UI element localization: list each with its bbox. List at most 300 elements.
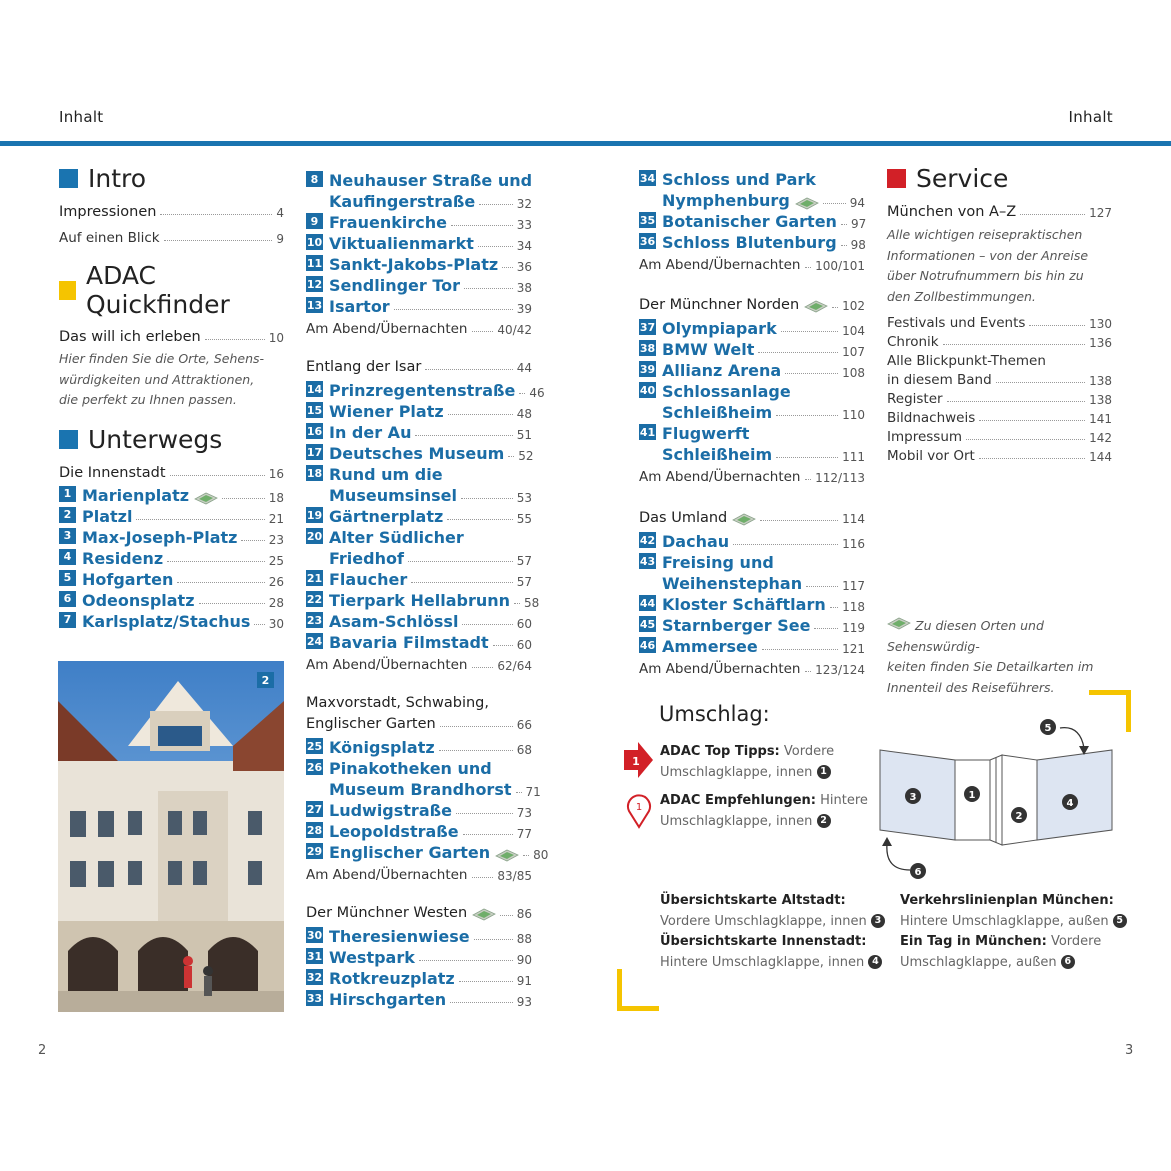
umschlag-title: Umschlag: <box>659 702 770 726</box>
sight-line <box>329 988 532 1009</box>
sight-name: Friedhof <box>329 549 404 568</box>
entry-page: 86 <box>516 907 532 921</box>
column-2 <box>306 169 549 1009</box>
sight-number-badge: 5 <box>59 570 76 586</box>
sight-entry[interactable] <box>306 568 532 589</box>
map-leaf-icon <box>495 849 519 862</box>
sight-entry[interactable] <box>306 820 532 841</box>
leader-dots <box>805 267 812 268</box>
sight-entry[interactable] <box>306 295 532 316</box>
sight-name: Theresienwiese <box>329 927 470 946</box>
sight-number-badge: 3 <box>59 528 76 544</box>
leader-dots <box>411 582 513 583</box>
sight-number-badge: 2 <box>59 507 76 523</box>
leader-dots <box>160 214 272 215</box>
leader-dots <box>785 373 838 374</box>
sight-entry[interactable] <box>639 635 865 656</box>
desc-line: Informationen – von der Anreise <box>887 247 1089 263</box>
sight-line <box>662 614 865 635</box>
sight-line <box>662 317 865 338</box>
sight-text <box>662 231 866 252</box>
toc-entry[interactable] <box>306 354 532 375</box>
leader-dots <box>733 544 838 545</box>
sight-name: Westpark <box>329 948 415 967</box>
toc-entry[interactable] <box>887 407 1112 426</box>
svg-text:1: 1 <box>632 755 640 768</box>
toc-entry[interactable] <box>887 369 1112 388</box>
page-number-right: 3 <box>1125 1043 1134 1058</box>
sight-entry[interactable] <box>306 946 532 967</box>
sight-line <box>329 253 532 274</box>
entry-label: Auf einen Blick <box>59 230 160 246</box>
toc-entry[interactable] <box>59 324 284 345</box>
sight-number-badge: 11 <box>306 256 323 270</box>
sight-entry[interactable] <box>639 338 865 359</box>
sight-text <box>662 380 865 422</box>
sight-line <box>329 757 541 778</box>
leader-dots <box>459 981 513 982</box>
sight-name: Gärtnerplatz <box>329 507 444 526</box>
entry-label: Am Abend/Übernachten <box>306 867 468 883</box>
sight-line <box>329 421 532 442</box>
sight-text <box>82 568 284 589</box>
sight-name: Schleißheim <box>662 403 773 422</box>
entry-page: 66 <box>516 718 532 732</box>
toc-entry[interactable] <box>887 388 1112 407</box>
sight-name: Max-Joseph-Platz <box>82 527 238 547</box>
sight-line <box>329 799 532 820</box>
sight-text <box>329 757 541 799</box>
sight-entry[interactable] <box>306 253 532 274</box>
sight-entry[interactable] <box>59 547 284 568</box>
map-leaf-icon <box>795 197 819 210</box>
sight-line <box>82 505 284 526</box>
sight-name: Königsplatz <box>329 738 435 757</box>
leader-dots <box>425 369 512 370</box>
toc-entry[interactable] <box>306 652 532 673</box>
sight-entry[interactable] <box>306 631 532 652</box>
sight-line <box>662 210 866 231</box>
sight-entry[interactable] <box>59 610 284 631</box>
note-line: Zu diesen Orten und Sehenswürdig- <box>887 618 1044 654</box>
leader-dots <box>760 520 838 521</box>
toc-entry[interactable] <box>306 900 532 921</box>
sight-entry[interactable] <box>639 422 865 464</box>
sight-entry[interactable] <box>306 274 532 295</box>
sight-name: Viktualienmarkt <box>329 234 474 253</box>
leader-dots <box>254 624 264 625</box>
sight-entry[interactable] <box>306 505 532 526</box>
sight-text <box>329 526 532 568</box>
sight-name: Karlsplatz/Stachus <box>82 611 251 631</box>
sight-name: Bavaria Filmstadt <box>329 633 489 652</box>
sight-number-badge: 1 <box>59 486 76 502</box>
legend-label: ADAC Top Tipps: <box>660 744 780 759</box>
leader-dots <box>523 855 529 856</box>
note-line: keiten finden Sie Detailkarten im <box>887 659 1094 674</box>
sight-name: Hofgarten <box>82 569 174 589</box>
leader-dots <box>447 519 512 520</box>
toc-entry[interactable] <box>306 862 532 883</box>
entry-label: Festivals und Events <box>887 315 1026 331</box>
sight-text <box>329 169 532 211</box>
sight-line <box>329 589 539 610</box>
leader-dots <box>136 519 264 520</box>
sight-name: Flaucher <box>329 570 408 589</box>
sight-page: 93 <box>516 995 532 1009</box>
entry-label: München von A–Z <box>887 204 1017 220</box>
photo-badge: 2 <box>257 672 274 688</box>
sight-entry[interactable] <box>306 442 532 463</box>
sight-line <box>329 925 532 946</box>
leader-dots <box>461 498 513 499</box>
sight-entry[interactable] <box>306 526 532 568</box>
sight-page: 55 <box>516 512 532 526</box>
sight-page: 94 <box>849 196 865 210</box>
sight-name: Allianz Arena <box>662 361 782 380</box>
sight-name: Dachau <box>662 532 730 551</box>
number-badge: 5 <box>1113 914 1127 928</box>
sight-name: Sankt-Jakobs-Platz <box>329 255 499 274</box>
sight-name: Platzl <box>82 506 133 526</box>
header-rule <box>0 141 1171 146</box>
sight-entry[interactable] <box>639 317 865 338</box>
sight-name: Hirschgarten <box>329 990 447 1009</box>
sight-number-badge: 37 <box>639 320 656 334</box>
toc-entry[interactable] <box>639 464 865 485</box>
sight-page: 77 <box>516 827 532 841</box>
sight-page: 23 <box>268 532 284 547</box>
leader-dots <box>241 540 264 541</box>
sight-number-badge: 41 <box>639 425 656 439</box>
sight-line <box>662 422 865 443</box>
sight-page: 38 <box>516 281 532 295</box>
sight-page: 57 <box>516 575 532 589</box>
leader-dots <box>508 456 514 457</box>
sight-page: 118 <box>842 600 865 614</box>
sight-text <box>82 547 284 568</box>
sight-name: Deutsches Museum <box>329 444 505 463</box>
sight-entry[interactable] <box>306 211 532 232</box>
innenstadt-list <box>59 484 284 631</box>
map-leaf-icon <box>804 300 828 313</box>
desc-line: die perfekt zu Ihnen passen. <box>59 392 237 407</box>
sight-line <box>329 211 532 232</box>
sight-entry[interactable] <box>306 463 532 505</box>
entry-page: 83/85 <box>497 869 532 883</box>
toc-entry[interactable] <box>887 199 1112 220</box>
sight-entry[interactable] <box>306 757 541 799</box>
sight-page: 39 <box>516 302 532 316</box>
entry-label: Am Abend/Übernachten <box>639 257 801 273</box>
sight-name: Museum Brandhorst <box>329 780 512 799</box>
toc-entry[interactable] <box>639 252 865 273</box>
leader-dots <box>979 420 1085 421</box>
quickfinder-description <box>59 349 284 411</box>
sight-text <box>82 484 284 505</box>
sight-entry[interactable] <box>306 169 532 211</box>
leader-dots <box>841 245 847 246</box>
sight-page: 36 <box>516 260 532 274</box>
sight-page: 71 <box>525 785 541 799</box>
sight-number-badge: 6 <box>59 591 76 607</box>
sight-line <box>329 547 532 568</box>
toc-entry[interactable] <box>59 225 284 246</box>
sight-number-badge: 18 <box>306 466 323 480</box>
sight-name: Botanischer Garten <box>662 212 837 231</box>
sight-page: 58 <box>524 596 540 610</box>
sight-entry[interactable] <box>306 967 532 988</box>
sight-page: 21 <box>268 511 284 526</box>
sight-line <box>662 338 865 359</box>
sight-number-badge: 12 <box>306 277 323 291</box>
sight-line <box>329 400 532 421</box>
leader-dots <box>519 393 525 394</box>
sight-text <box>329 463 532 505</box>
entry-label: Englischer Garten <box>306 716 436 732</box>
sight-name: Frauenkirche <box>329 213 447 232</box>
map-leaf-icon <box>194 492 218 505</box>
sight-entry[interactable] <box>306 736 532 757</box>
entry-page: 123/124 <box>815 663 865 677</box>
sight-name: Starnberger See <box>662 616 811 635</box>
sight-text <box>329 799 532 820</box>
sight-line <box>662 530 865 551</box>
sight-page: 18 <box>268 490 284 505</box>
leader-dots <box>456 813 513 814</box>
sight-entry[interactable] <box>306 589 540 610</box>
toc-entry[interactable] <box>887 445 1112 464</box>
section-label <box>306 690 532 711</box>
leader-dots <box>419 960 513 961</box>
sight-entry[interactable] <box>306 421 532 442</box>
svg-text:5: 5 <box>1044 723 1052 734</box>
sight-page: 90 <box>516 953 532 967</box>
sight-line <box>329 295 532 316</box>
sight-name: Freising und <box>662 553 774 572</box>
sight-line <box>329 841 548 862</box>
legend-text: Umschlagklappe, außen <box>900 954 1057 970</box>
blue-square-icon <box>59 430 78 449</box>
sight-number-badge: 19 <box>306 508 323 522</box>
sight-entry[interactable] <box>59 568 284 589</box>
sight-entry[interactable] <box>306 400 532 421</box>
sight-entry[interactable] <box>306 988 532 1009</box>
page-number-left: 2 <box>38 1043 47 1058</box>
toc-entry[interactable] <box>306 711 532 732</box>
sight-text <box>82 589 284 610</box>
entry-page: 130 <box>1089 317 1112 331</box>
sight-name: Museumsinsel <box>329 486 458 505</box>
toc-entry[interactable] <box>887 331 1112 350</box>
sight-line <box>329 190 532 211</box>
sight-text <box>329 589 539 610</box>
sight-name: Residenz <box>82 548 164 568</box>
column-3 <box>639 168 865 677</box>
leader-dots <box>222 498 265 499</box>
sight-text <box>329 505 532 526</box>
sight-line <box>329 463 532 484</box>
leader-dots <box>448 414 513 415</box>
sight-entry[interactable] <box>306 841 549 862</box>
leader-dots <box>502 267 513 268</box>
leader-dots <box>474 939 513 940</box>
entry-page: 114 <box>842 512 865 526</box>
sight-name: Alter Südlicher <box>329 528 464 547</box>
building-illustration <box>58 661 284 1012</box>
entry-label: in diesem Band <box>887 372 992 388</box>
sight-line <box>82 526 284 547</box>
toc-entry[interactable] <box>59 199 284 220</box>
toc-entry[interactable] <box>887 426 1112 445</box>
sight-text <box>662 210 866 231</box>
entry-page: 10 <box>268 331 284 345</box>
top-tipp-icon <box>624 742 654 782</box>
sight-entry[interactable] <box>59 526 284 547</box>
sight-line <box>662 380 865 401</box>
sight-name: Sendlinger Tor <box>329 276 461 295</box>
sight-page: 116 <box>842 537 865 551</box>
sight-page: 119 <box>842 621 865 635</box>
sight-number-badge: 24 <box>306 634 323 648</box>
leader-dots <box>979 458 1085 459</box>
sight-number-badge: 14 <box>306 382 323 396</box>
leader-dots <box>472 877 494 878</box>
sight-entry[interactable] <box>306 610 532 631</box>
section-title: Intro <box>88 164 147 193</box>
sight-page: 98 <box>850 238 866 252</box>
sight-text <box>329 211 532 232</box>
toc-entry[interactable] <box>887 312 1112 331</box>
service-entries <box>887 312 1112 464</box>
sight-text <box>329 946 532 967</box>
sight-text <box>662 551 865 593</box>
sight-line <box>329 967 532 988</box>
entry-page: 136 <box>1089 336 1112 350</box>
leader-dots <box>814 628 838 629</box>
sight-number-badge: 22 <box>306 592 323 606</box>
sight-entry[interactable] <box>639 380 865 422</box>
entry-page: 138 <box>1089 393 1112 407</box>
note-line: Innenteil des Reiseführers. <box>887 679 1055 695</box>
leader-dots <box>781 331 838 332</box>
leader-dots <box>806 586 838 587</box>
sight-name: Leopoldstraße <box>329 822 459 841</box>
map-leaf-icon <box>732 513 756 526</box>
sight-number-badge: 40 <box>639 383 656 397</box>
sight-entry[interactable] <box>639 593 865 614</box>
entry-page: 16 <box>268 466 284 481</box>
sight-entry[interactable] <box>59 484 284 505</box>
sight-entry[interactable] <box>639 359 865 380</box>
sight-entry[interactable] <box>639 210 865 231</box>
sight-number-badge: 4 <box>59 549 76 565</box>
sight-entry[interactable] <box>639 551 865 593</box>
toc-entry[interactable] <box>639 505 865 526</box>
sight-entry[interactable] <box>59 589 284 610</box>
sight-number-badge: 29 <box>306 844 323 858</box>
detail-map-note <box>887 616 1127 698</box>
legend-text: Vordere <box>1050 934 1102 949</box>
sight-text <box>329 736 532 757</box>
sight-line <box>329 274 532 295</box>
sight-text <box>662 168 865 210</box>
sight-line <box>662 443 865 464</box>
sight-entry[interactable] <box>306 232 532 253</box>
sight-line <box>82 610 284 631</box>
leader-dots <box>177 582 264 583</box>
leader-dots <box>478 246 513 247</box>
entry-label: Impressum <box>887 429 963 445</box>
svg-text:6: 6 <box>914 867 922 878</box>
sight-text <box>662 338 865 359</box>
leader-dots <box>996 382 1085 383</box>
sight-name: In der Au <box>329 423 412 442</box>
toc-entry[interactable] <box>639 292 865 313</box>
sight-text <box>329 295 532 316</box>
intro-entries <box>59 199 284 246</box>
sight-entry[interactable] <box>306 799 532 820</box>
leader-dots <box>1020 214 1085 215</box>
svg-text:4: 4 <box>1066 798 1074 809</box>
legend-label: Verkehrslinienplan München: <box>900 893 1114 908</box>
entry-label: Chronik <box>887 334 939 350</box>
sight-line <box>662 551 865 572</box>
sight-line <box>662 635 865 656</box>
sight-entry[interactable] <box>639 614 865 635</box>
sight-text <box>329 820 532 841</box>
sight-text <box>662 530 865 551</box>
column-intro <box>59 164 284 631</box>
sight-number-badge: 25 <box>306 739 323 753</box>
section-title: Service <box>916 164 1009 193</box>
toc-entry[interactable] <box>639 656 865 677</box>
sight-entry[interactable] <box>306 925 532 946</box>
sight-entry[interactable] <box>639 231 865 252</box>
sight-entry[interactable] <box>306 379 545 400</box>
toc-entry[interactable] <box>306 316 532 337</box>
leader-dots <box>943 344 1085 345</box>
leader-dots <box>463 834 513 835</box>
leader-dots <box>823 203 846 204</box>
sight-line <box>329 232 532 253</box>
sight-page: 46 <box>529 386 545 400</box>
entry-label: Am Abend/Übernachten <box>639 469 801 485</box>
sight-page: 53 <box>516 491 532 505</box>
toc-entry[interactable] <box>59 460 284 481</box>
yellow-square-icon <box>59 281 76 300</box>
leader-dots <box>830 607 838 608</box>
leader-dots <box>493 645 513 646</box>
entry-label: Das will ich erleben <box>59 329 201 345</box>
sight-text <box>329 379 545 400</box>
sight-text <box>82 526 284 547</box>
entry-page: 112/113 <box>815 471 865 485</box>
sight-entry[interactable] <box>639 168 865 210</box>
sight-line <box>329 442 534 463</box>
sight-entry[interactable] <box>639 530 865 551</box>
entry-page: 127 <box>1089 206 1112 220</box>
entry-label: Entlang der Isar <box>306 359 422 375</box>
sight-text <box>662 593 865 614</box>
sight-page: 104 <box>842 324 865 338</box>
number-badge: 6 <box>1061 955 1075 969</box>
sight-page: 110 <box>842 408 865 422</box>
entry-page: 4 <box>276 206 284 220</box>
sight-number-badge: 16 <box>306 424 323 438</box>
sight-page: 73 <box>516 806 532 820</box>
sight-entry[interactable] <box>59 505 284 526</box>
